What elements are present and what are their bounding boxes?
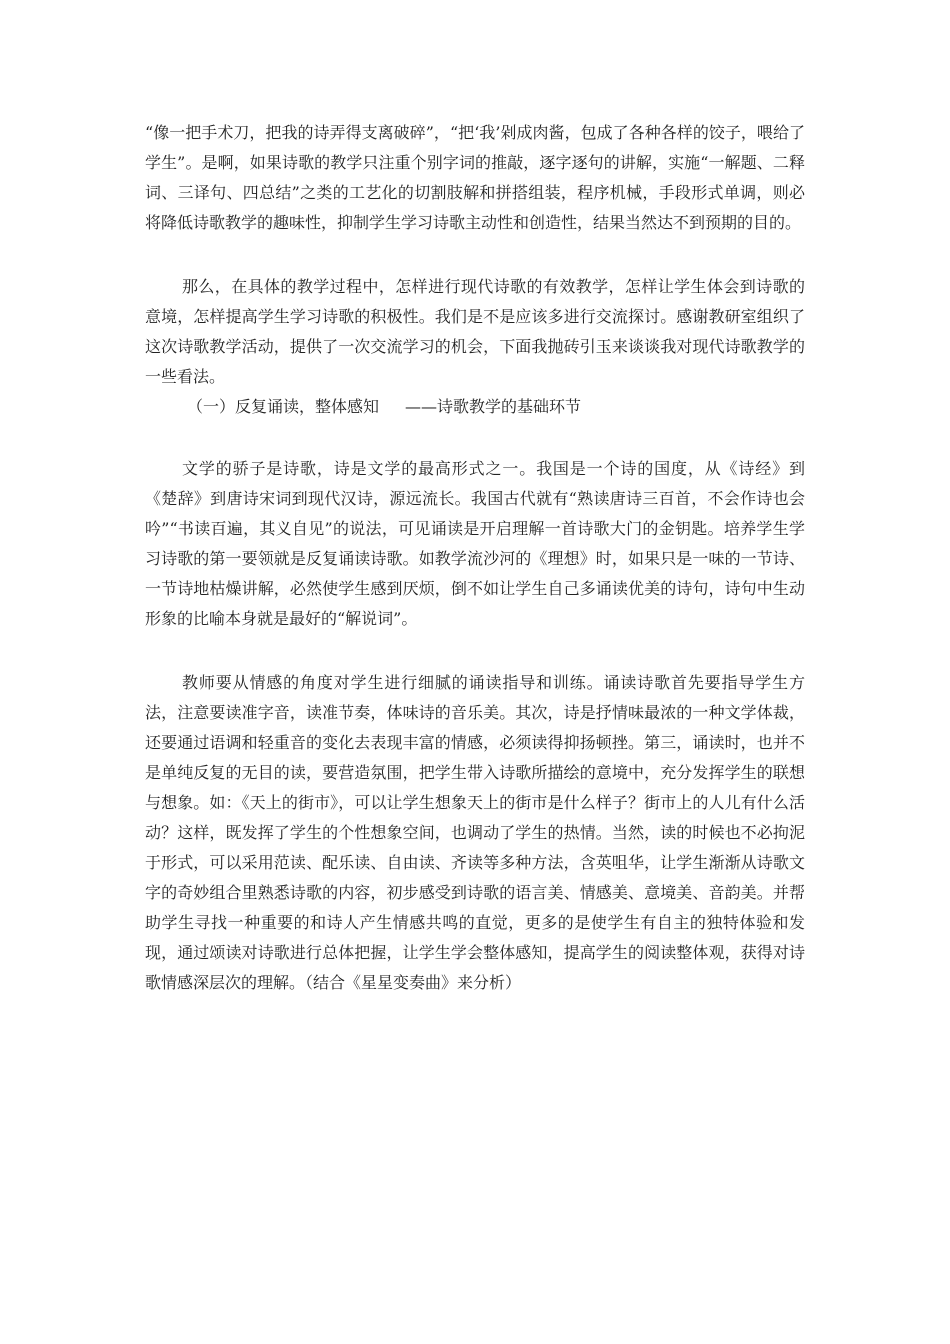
paragraph-2: 那么，在具体的教学过程中，怎样进行现代诗歌的有效教学，怎样让学生体会到诗歌的意境，怎样提高学生学习诗歌的积极性。我们是不是应该多进行交流探讨。感谢教研室组织了这次诗歌教学活动，提供了一次交流学习的机会，下面我抛砖引玉来谈谈我对现代诗歌教学的一些看法。 — [145, 277, 805, 386]
section-heading-title: （一）反复诵读，整体感知 — [187, 397, 380, 416]
document-body — [145, 118, 805, 998]
section-heading — [145, 392, 805, 422]
paragraph-1: “像一把手术刀，把我的诗弄得支离破碎”，“把‘我’剁成肉酱，包成了各种各样的饺子，喂给了学生”。是啊，如果诗歌的教学只注重个别字词的推敲，逐字逐句的讲解，实施“一解题、二释词、三译句、四总结”之类的工艺化的切割肢解和拼搭组装，程序机械，手段形式单调，则必将降低诗歌教学的趣味性，抑制学生学习诗歌主动性和创造性，结果当然达不到预期的目的。 — [145, 123, 805, 232]
paragraph-4: 教师要从情感的角度对学生进行细腻的诵读指导和训练。诵读诗歌首先要指导学生方法，注意要读准字音，读准节奏，体味诗的音乐美。其次，诗是抒情味最浓的一种文学体裁，还要通过语调和轻重音的变化去表现丰富的情感，必须读得抑扬顿挫。第三，诵读时，也并不是单纯反复的无目的读，要营造氛围，把学生带入诗歌所描绘的意境中，充分发挥学生的联想与想象。如：《天上的街市》，可以让学生想象天上的街市是什么样子？街市上的人儿有什么活动？这样，既发挥了学生的个性想象空间，也调动了学生的热情。当然，读的时候也不必拘泥于形式，可以采用范读、配乐读、自由读、齐读等多种方法，含英咀华，让学生渐渐从诗歌文字的奇妙组合里熟悉诗歌的内容，初步感受到诗歌的语言美、情感美、意境美、音韵美。并帮助学生寻找一种重要的和诗人产生情感共鸣的直觉，更多的是使学生有自主的独特体验和发现，通过颂读对诗歌进行总体把握，让学生学会整体感知，提高学生的阅读整体观，获得对诗歌情感深层次的理解。（结合《星星变奏曲》来分析） — [145, 673, 805, 992]
section-heading-subtitle: ——诗歌教学的基础环节 — [405, 397, 582, 416]
paragraph-3: 文学的骄子是诗歌，诗是文学的最高形式之一。我国是一个诗的国度，从《诗经》到《楚辞》到唐诗宋词到现代汉诗，源远流长。我国古代就有“熟读唐诗三百首，不会作诗也会吟”“书读百遍，其义自见”的说法，可见诵读是开启理解一首诗歌大门的金钥匙。培养学生学习诗歌的第一要领就是反复诵读诗歌。如教学流沙河的《理想》时，如果只是一味的一节诗、一节诗地枯燥讲解，必然使学生感到厌烦，倒不如让学生自己多诵读优美的诗句，诗句中生动形象的比喻本身就是最好的“解说词”。 — [145, 459, 805, 628]
